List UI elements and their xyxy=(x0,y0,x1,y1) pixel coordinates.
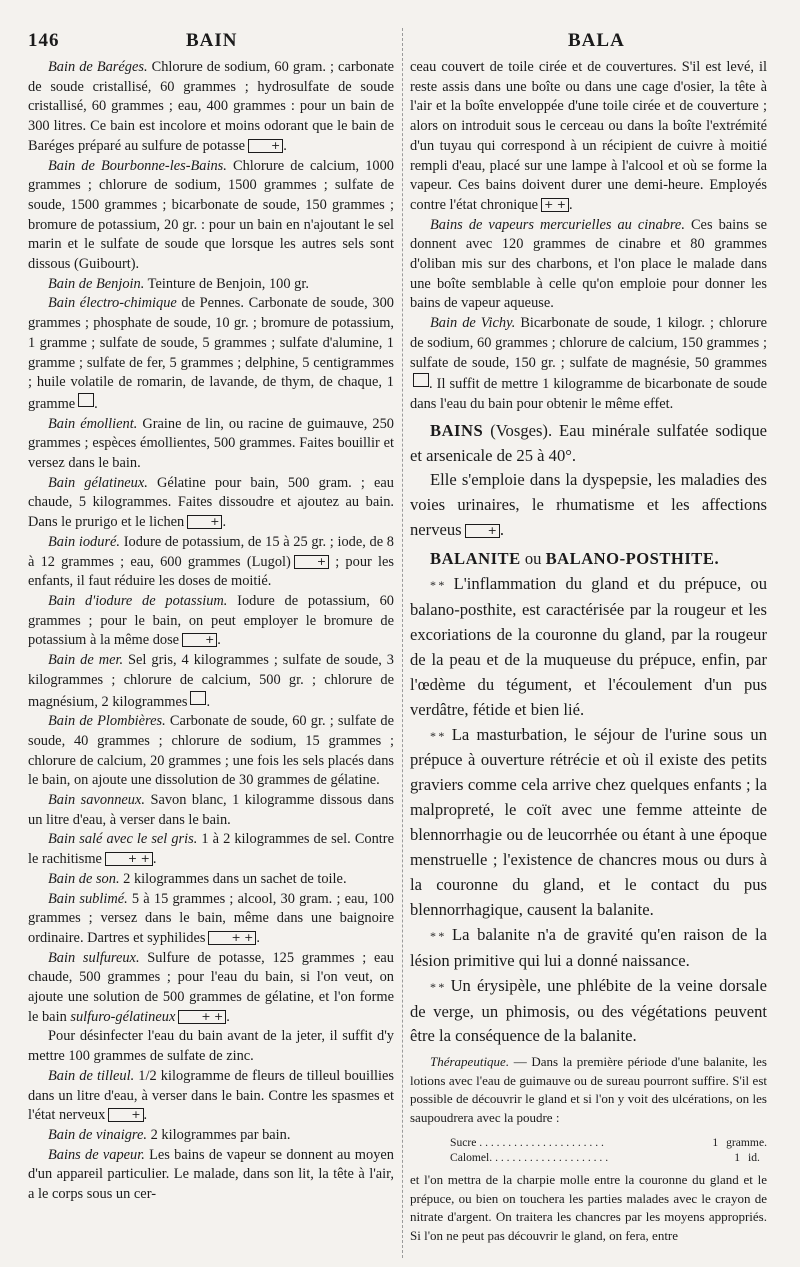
plus-symbol: + xyxy=(465,524,500,538)
running-head-left: BAIN xyxy=(186,30,238,51)
entry-bain-plombieres: Bain de Plombières. Carbonate de soude, 60 gr. ; sulfate de soude, 40 grammes ; chlorure de sodium, 15 grammes ; chlorure de calcium, 20 grammes ; une fois les sels placés dans le bain, on ajoute une dissolution de 30 grammes de gélatine. xyxy=(28,713,394,789)
running-head-right: BALA xyxy=(568,30,625,51)
therapeutique-cont: et l'on mettra de la charpie molle entre la couronne du gland et le prépuce, ou bien on touchera les parties malades avec le crayon de nitrate d'argent. On traitera les chancres par les moyens appropriés. Si l'on ne peut pas découvrir le gland, on fera, entre xyxy=(410,1172,767,1243)
entry-bain-vichy: Bain de Vichy. Bicarbonate de soude, 1 kilogr. ; chlorure de sodium, 60 grammes ; chlorure de calcium, 150 grammes ; sulfate de soude, 150 gr. ; sulfate de magnésie, 50 grammes. Il suffit de mettre 1 kilogramme de bicarbonate de soude dans l'eau du bain pour obtenir le même effet. xyxy=(410,315,767,412)
entry-bain-vinaigre: Bain de vinaigre. 2 kilogrammes par bain. xyxy=(48,1126,291,1143)
entry-bain-sublime: Bain sublimé. 5 à 15 grammes ; alcool, 30 gram. ; eau, 100 grammes ; versez dans le bain, même dans une baignoire ordinaire. Dartres et syphilides + + . xyxy=(28,890,394,946)
asterism-icon: * * xyxy=(430,728,445,743)
article-bains-vosges xyxy=(410,419,767,544)
entry-bain-iodure-potassium: Bain d'iodure de potassium. Iodure de potassium, 60 grammes ; pour le bain, on peut employer le bromure de potassium à la même dose + . xyxy=(28,592,394,649)
left-column xyxy=(28,58,394,1205)
plus-symbol: + xyxy=(108,1108,143,1122)
article-balanite xyxy=(410,547,767,1049)
entry-bain-savonneux: Bain savonneux. Savon blanc, 1 kilogramme dissous dans un litre d'eau, à verser dans le bain. xyxy=(28,792,394,828)
entry-bain-electro-chimique: Bain électro-chimique de Pennes. Carbonate de soude, 300 grammes ; phosphate de soude, 10 gr. ; bromure de potassium, 1 gramme ; sulfate de soude, 5 grammes ; sulfate d'alumine, 1 gramme ; sulfate de fer, 5 grammes ; delphine, 5 centigrammes ; huile volatile de romarin, de lavande, de thym, de chaque, 1 gramme . xyxy=(28,295,394,412)
asterism-icon: * * xyxy=(430,578,445,593)
column-divider xyxy=(402,28,403,1258)
plus-symbol: + xyxy=(187,515,222,529)
entry-bain-sale: Bain salé avec le sel gris. 1 à 2 kilogrammes de sel. Contre le rachitisme + + . xyxy=(28,831,394,868)
empty-box-symbol xyxy=(413,373,429,387)
entry-bain-iodure: Bain ioduré. Iodure de potassium, de 15 à 25 gr. ; iode, de 8 à 12 grammes ; eau, 600 grammes (Lugol) + ; pour les enfants, il faut réduire les doses de moitié. xyxy=(28,533,395,590)
bains-usage-para: Elle s'emploie dans la dyspepsie, les maladies des voies urinaires, le rhumatisme et les affections nerveus + . xyxy=(410,470,767,540)
page-number: 146 xyxy=(28,30,60,51)
entry-bain-tilleul: Bain de tilleul. 1/2 kilogramme de fleurs de tilleul bouillies dans un litre d'eau, à verser dans le bain. Contre les spasmes et l'état nerveux + . xyxy=(28,1067,394,1124)
empty-box-symbol xyxy=(190,691,206,705)
entry-bain-gelatineux: Bain gélatineux. Gélatine pour bain, 500 gram. ; eau chaude, 5 kilogrammes. Faites dissoudre et ajoutez au bain. Dans le prurigo et le lichen + . xyxy=(28,474,395,531)
double-plus-symbol: + + xyxy=(105,852,153,866)
double-plus-symbol: + + xyxy=(208,931,256,945)
plus-symbol: + xyxy=(182,633,217,647)
plus-symbol: + xyxy=(248,139,283,153)
prescription-row: Sucre . . . . . . . . . . . . . . . . . . . . . . 1 gramme. xyxy=(450,1136,767,1150)
right-column xyxy=(410,58,767,1245)
therapeutique-para: Thérapeutique. — Dans la première période d'une balanite, les lotions avec l'eau de guimauve ou de sureau pourront suffire. S'il est possible de découvrir le gland et si l'on y voit des ulcérations, on les saupoudrera avec la poudre : xyxy=(410,1054,767,1125)
balanite-causes: * * La masturbation, le séjour de l'urine sous un prépuce à ouverture rétrécie et où il existe des petits graviers comme cela arrive chez quelques enfants ; la malpropreté, le coït avec une femme atteinte de blennorrhagie ou de leucorrhée ou étant à une époque menstruelle ; l'existence de chancres mous ou durs à la couronne du gland, et le contact du pus blennorrhagique, causent la balanite. xyxy=(410,724,767,919)
entry-bain-mer: Bain de mer. Sel gris, 4 kilogrammes ; sulfate de soude, 3 kilogrammes ; chlorure de calcium, 500 gr. ; chlorure de magnésium, 2 kilogrammes . xyxy=(28,652,394,710)
therapeutique-section xyxy=(410,1053,767,1245)
plus-symbol: + xyxy=(294,555,329,569)
balanite-gravite: * * La balanite n'a de gravité qu'en raison de la lésion primitive qui lui a donné naissance. xyxy=(410,924,767,970)
entry-bain-benjoin: Bain de Benjoin. Teinture de Benjoin, 100 gr. xyxy=(48,275,309,292)
balanite-definition: * * L'inflammation du gland et du prépuce, ou balano-posthite, est caractérisée par la rougeur et les excoriations de la couronne du gland, par la rougeur de la peau et de la muqueuse du prépuce, enfin, par l'œdème du tégument, et l'écoulement d'un pus verdâtre, fétide et bien lié. xyxy=(410,574,767,719)
entry-bain-emollient: Bain émollient. Graine de lin, ou racine de guimauve, 250 grammes ; espèces émollientes, 500 grammes. Faites bouillir et versez dans le bain. xyxy=(28,415,394,472)
entry-bain-sulfureux: Bain sulfureux. Sulfure de potasse, 125 grammes ; eau chaude, 500 grammes ; pour l'eau du bain, si l'on veut, on ajoute une solution de 500 grammes de gélatine, et l'on forme le bain sulfuro-gélatineux + + . xyxy=(28,949,394,1025)
entry-bain-son: Bain de son. 2 kilogrammes dans un sachet de toile. xyxy=(48,870,347,887)
article-heading: BAINS xyxy=(430,420,484,440)
entry-bains-vapeur-cont: ceau couvert de toile cirée et de couvertures. S'il est levé, il reste assis dans une boîte ou dans une cage d'osier, la tête à l'air et la boîte enveloppée d'une toile cirée et de couverture ; alors on introduit sous le cerceau ou dans la boîte l'extrémité d'un tuyau qui correspond à un récipient de cuivre à moitié rempli d'eau, placé sur une lampe à l'alcool et où se forme la vapeur. Ces bains doivent durer une demi-heure. Employés contre l'état chronique + + . xyxy=(410,59,767,213)
double-plus-symbol: + + xyxy=(541,198,569,212)
note-desinfecter: Pour désinfecter l'eau du bain avant de la jeter, il suffit d'y mettre 100 grammes de sulfate de zinc. xyxy=(28,1028,394,1065)
double-plus-symbol: + + xyxy=(178,1010,226,1024)
entry-bains-vapeurs-mercurielles: Bains de vapeurs mercurielles au cinabre. Ces bains se donnent avec 120 grammes de cinabre et 80 grammes d'oliban mis sur des charbons, et l'on place le malade dans une boîte semblable à celle qu'on emploie pour donner les bains de vapeur aqueuse. xyxy=(410,216,767,312)
asterism-icon: * * xyxy=(430,979,445,994)
bains-heading-para: BAINS (Vosges). Eau minérale sulfatée sodique et arsenicale de 25 à 40°. xyxy=(410,420,767,465)
balanite-heading: BALANITE ou BALANO-POSTHITE. xyxy=(430,549,720,569)
balanite-consequences: * * Un érysipèle, une phlébite de la veine dorsale de verge, un phimosis, ou des végétations peuvent être la conséquence de la balanite. xyxy=(410,975,767,1046)
entry-bains-vapeur: Bains de vapeur. Les bains de vapeur se donnent au moyen d'un appareil particulier. Le malade, dans son lit, la tête à l'air, a le corps sous un cer- xyxy=(28,1146,394,1203)
asterism-icon: * * xyxy=(430,928,445,943)
entry-bain-bourbonne: Bain de Bourbonne-les-Bains. Chlorure de calcium, 1000 grammes ; chlorure de sodium, 1500 grammes ; sulfate de soude, 1500 grammes ; bicarbonate de soude, 150 grammes ; bromure de potassium, 20 gr. : pour un bain en n'ajoutant le sel marin et le sulfate de soude que lorsque les autres sels sont dissous (Guibourt). xyxy=(28,157,394,273)
prescription-row: Calomel. . . . . . . . . . . . . . . . . . . . . 1 id. xyxy=(450,1151,760,1165)
empty-box-symbol xyxy=(78,393,94,407)
prescription-list xyxy=(450,1135,767,1165)
entry-bain-bareges: Bain de Baréges. Chlorure de sodium, 60 gram. ; carbonate de soude cristallisé, 60 grammes ; hydrosulfate de soude cristallisé, 60 grammes ; eau, 400 grammes : pour un bain de 300 litres. Ce bain est incolore et moins odorant que le bain de Baréges préparé au sulfure de potasse + . xyxy=(28,59,394,154)
